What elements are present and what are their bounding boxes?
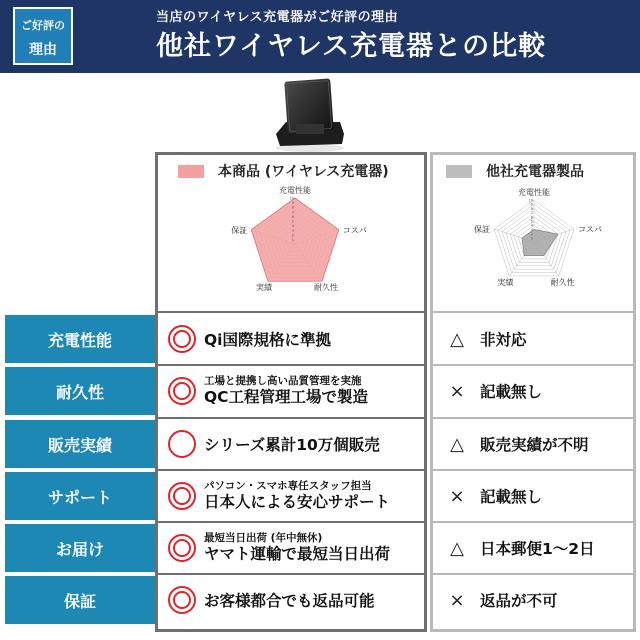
- header-title: 他社ワイヤレス充電器との比較: [156, 31, 547, 62]
- row-label: サポート: [5, 472, 155, 520]
- competitor-radar-chart: [458, 180, 608, 305]
- our-product-text: [204, 589, 375, 611]
- cross-icon: ×: [449, 380, 465, 402]
- radar-scale-tick: 6: [530, 215, 533, 220]
- competitor-cell: [436, 472, 632, 520]
- radar-scale-tick: 3: [530, 227, 533, 232]
- radar-scale-tick: 6: [291, 214, 294, 219]
- our-legend-label: 本商品 (ワイヤレス充電器): [218, 164, 389, 180]
- competitor-cell: [436, 420, 632, 468]
- double-circle-icon: [168, 534, 196, 562]
- header-banner: [0, 0, 640, 73]
- radar-scale-tick: 7: [291, 210, 294, 215]
- row-divider: [433, 573, 633, 575]
- row-label: 保証: [5, 576, 155, 624]
- section-divider: [158, 311, 424, 313]
- row-label: 販売実績: [5, 420, 155, 468]
- row-divider: [433, 417, 633, 419]
- radar-data-area: [251, 198, 338, 281]
- row-label: 耐久性: [5, 367, 155, 415]
- our-product-maintext: シリーズ累計10万個販売: [204, 436, 380, 454]
- our-product-maintext: QC工程管理工場で製造: [204, 388, 369, 406]
- radar-scale-tick: 4: [291, 224, 294, 229]
- our-product-maintext: 日本人による安心サポート: [204, 493, 391, 511]
- row-divider: [433, 469, 633, 471]
- radar-scale-tick: 8: [291, 205, 294, 210]
- competitor-text: 日本郵便1〜2日: [480, 540, 595, 558]
- competitor-legend-swatch: [446, 165, 472, 178]
- radar-scale-tick: 7: [530, 211, 533, 216]
- badge-line1: ご好評の: [21, 19, 65, 32]
- radar-scale-tick: 1: [530, 236, 533, 241]
- triangle-icon: △: [450, 537, 464, 559]
- row-divider: [158, 417, 424, 419]
- radar-axis-label: 実績: [255, 283, 272, 293]
- our-product-maintext: Qi国際規格に準拠: [204, 331, 331, 349]
- double-circle-icon: [168, 377, 196, 405]
- radar-axis-label: 耐久性: [314, 283, 339, 293]
- competitor-cell: [436, 367, 632, 415]
- section-divider: [433, 311, 633, 313]
- radar-axis-label: 耐久性: [550, 277, 575, 287]
- radar-scale-tick: 8: [530, 206, 533, 211]
- cross-icon: ×: [449, 485, 465, 507]
- our-product-text: [204, 480, 390, 512]
- radar-scale-tick: 2: [291, 233, 294, 238]
- radar-axis-label: コスパ: [342, 225, 367, 235]
- circle-icon: [168, 430, 196, 458]
- badge-line2: 理由: [29, 42, 57, 58]
- inner-circle-icon: [173, 487, 191, 505]
- radar-axis-label: 実績: [497, 277, 514, 287]
- our-product-subtext: 工場と提携し高い品質管理を実施: [204, 375, 362, 387]
- row-divider: [158, 521, 424, 523]
- radar-scale-tick: 9: [291, 201, 294, 206]
- radar-scale-tick: 1: [291, 237, 294, 242]
- our-product-cell: [160, 367, 422, 415]
- radar-data-area: [522, 229, 558, 255]
- product-charger-image: [268, 78, 348, 154]
- competitor-text: 販売実績が不明: [480, 436, 589, 454]
- inner-circle-icon: [173, 539, 191, 557]
- radar-axis-label: 充電性能: [518, 188, 550, 197]
- our-product-text: [204, 375, 368, 407]
- our-product-cell: [160, 420, 422, 468]
- competitor-legend: [446, 161, 584, 181]
- competitor-text: 記載無し: [480, 383, 543, 401]
- our-product-maintext: お客様都合でも返品可能: [204, 592, 375, 610]
- competitor-legend-label: 他社充電器製品: [486, 164, 584, 180]
- competitor-cell: [436, 524, 632, 572]
- radar-axis-label: コスパ: [577, 225, 602, 235]
- row-divider: [433, 364, 633, 366]
- radar-scale-tick: 4: [530, 223, 533, 228]
- our-product-text: [204, 532, 390, 564]
- row-label: 充電性能: [5, 315, 155, 363]
- radar-axis-label: 充電性能: [279, 186, 311, 195]
- triangle-icon: △: [450, 433, 464, 455]
- competitor-text: 非対応: [480, 331, 527, 349]
- row-divider: [158, 364, 424, 366]
- radar-scale-tick: 5: [530, 219, 533, 224]
- our-product-subtext: 最短当日出荷 (年中無休): [204, 532, 323, 544]
- our-product-cell: [160, 576, 422, 624]
- competitor-cell: [436, 315, 632, 363]
- competitor-text: 記載無し: [480, 488, 543, 506]
- header-subtitle: 当店のワイヤレス充電器がご好評の理由: [156, 10, 399, 25]
- radar-scale-tick: 5: [291, 219, 294, 224]
- our-product-subtext: パソコン・スマホ専任スタッフ担当: [204, 480, 372, 492]
- radar-axis-label: 保証: [231, 225, 248, 235]
- radar-scale-tick: 3: [291, 228, 294, 233]
- row-divider: [433, 521, 633, 523]
- cross-icon: ×: [449, 589, 465, 611]
- radar-scale-tick: 10: [289, 196, 294, 201]
- radar-scale-tick: 10: [528, 198, 533, 203]
- radar-scale-tick: 2: [530, 232, 533, 237]
- inner-circle-icon: [173, 382, 191, 400]
- row-label: お届け: [5, 524, 155, 572]
- our-product-cell: [160, 472, 422, 520]
- inner-circle-icon: [173, 330, 191, 348]
- double-circle-icon: [168, 325, 196, 353]
- our-product-cell: [160, 524, 422, 572]
- double-circle-icon: [168, 482, 196, 510]
- reason-badge: [13, 7, 73, 65]
- competitor-text: 返品が不可: [480, 592, 558, 610]
- our-product-text: [204, 328, 331, 350]
- inner-circle-icon: [173, 591, 191, 609]
- double-circle-icon: [168, 586, 196, 614]
- row-divider: [158, 469, 424, 471]
- radar-axis-label: 保証: [474, 225, 491, 235]
- competitor-cell: [436, 576, 632, 624]
- our-product-maintext: ヤマト運輸で最短当日出荷: [204, 545, 391, 563]
- triangle-icon: △: [450, 328, 464, 350]
- our-legend-swatch: [178, 165, 204, 178]
- our-radar-chart: [215, 178, 375, 308]
- row-divider: [158, 573, 424, 575]
- our-product-text: [204, 433, 380, 455]
- radar-scale-tick: 9: [530, 202, 533, 207]
- our-product-cell: [160, 315, 422, 363]
